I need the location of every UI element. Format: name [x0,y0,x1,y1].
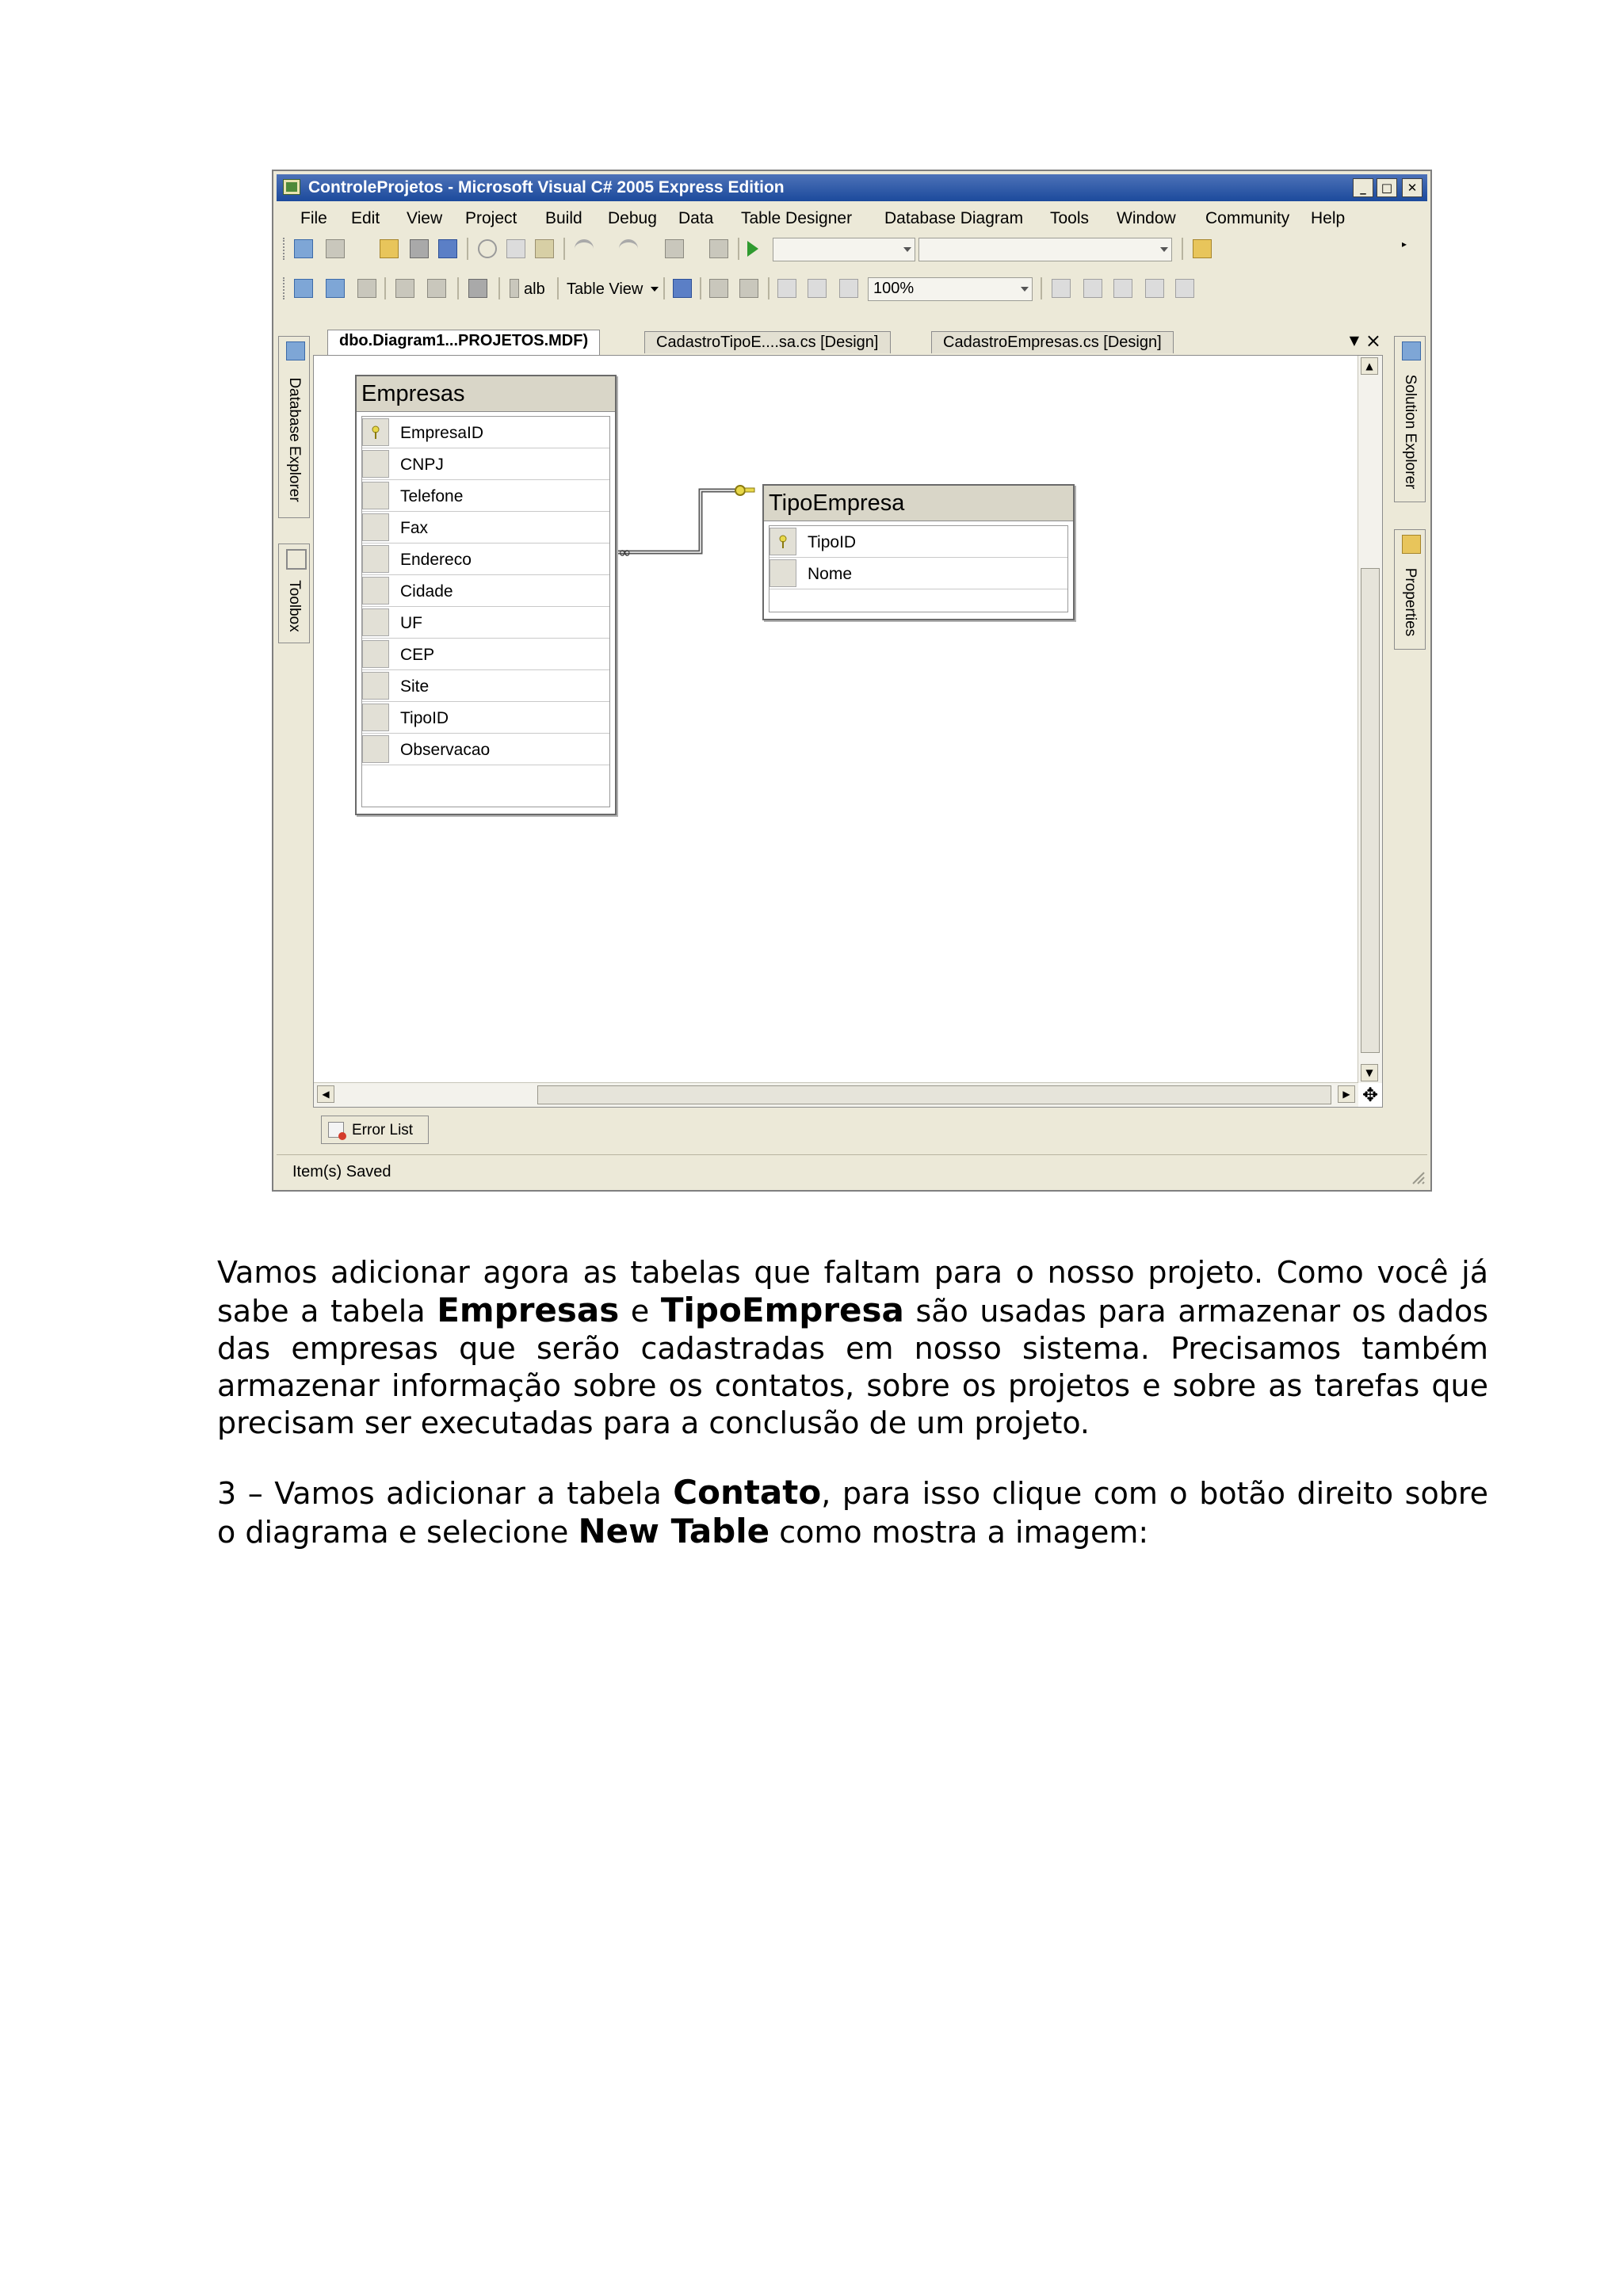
alb-label[interactable]: alb [524,280,545,298]
generate-script-icon[interactable] [468,279,487,298]
column-row[interactable]: Fax [362,512,609,543]
menu-database-diagram[interactable]: Database Diagram [884,209,1024,227]
menu-view[interactable]: View [407,209,443,227]
key-icon [371,425,380,440]
scroll-left-icon[interactable]: ◀ [317,1085,334,1103]
error-list-tab[interactable]: Error List [321,1116,429,1144]
tab-list-dropdown-icon[interactable]: ▼ [1349,333,1359,348]
close-button[interactable]: ✕ [1402,178,1423,197]
bold-tipoempresa: TipoEmpresa [660,1291,904,1329]
table-empresas[interactable] [355,375,617,815]
column-row[interactable]: TipoID [362,702,609,734]
column-row[interactable]: TipoID [769,526,1067,558]
column-row[interactable]: CNPJ [362,448,609,480]
column-row[interactable]: Site [362,670,609,702]
open-folder-icon[interactable] [380,239,399,258]
add-item-icon[interactable] [326,239,345,258]
bold-empresas: Empresas [437,1291,620,1329]
key-icon [778,535,788,549]
table-title: TipoEmpresa [764,486,1073,521]
table-tipoempresa[interactable] [762,484,1075,620]
column-row[interactable]: Endereco [362,543,609,575]
primary-key-icon[interactable] [510,279,519,298]
column-list [769,525,1068,612]
table-title: Empresas [357,376,615,412]
menu-table-designer[interactable]: Table Designer [741,209,853,227]
add-related-tables-icon[interactable] [357,279,376,298]
arrange-tables-icon[interactable] [839,279,858,298]
scroll-thumb[interactable] [537,1085,1331,1104]
save-icon[interactable] [410,239,429,258]
page-breaks-icon[interactable] [777,279,796,298]
save-all-icon[interactable] [438,239,457,258]
navigate-icon[interactable] [665,239,684,258]
show-relationship-labels-icon[interactable] [1052,279,1071,298]
menu-bar [278,204,1426,230]
solution-explorer-icon [1402,341,1421,360]
vertical-scrollbar[interactable] [1358,356,1382,1083]
scroll-right-icon[interactable]: ▶ [1338,1085,1355,1103]
new-project-icon[interactable] [294,239,313,258]
arrange-selection-icon[interactable] [808,279,827,298]
chevron-down-icon[interactable] [651,287,659,292]
menu-build[interactable]: Build [545,209,582,227]
table-view-dropdown[interactable]: Table View [567,280,643,298]
standard-toolbar [281,233,1423,263]
configuration-combo[interactable] [773,238,915,261]
column-row[interactable]: CEP [362,639,609,670]
toolbox-tab[interactable]: Toolbox [278,543,310,643]
autosize-tables-icon[interactable] [1113,279,1132,298]
menu-file[interactable]: File [300,209,327,227]
toolbar-grip[interactable] [283,277,288,299]
cut-icon[interactable] [478,239,497,258]
properties-icon [1402,535,1421,554]
maximize-button[interactable]: □ [1377,178,1397,197]
menu-tools[interactable]: Tools [1050,209,1090,227]
column-row[interactable]: Nome [769,558,1067,589]
horizontal-scrollbar[interactable] [314,1082,1358,1107]
solution-explorer-tab[interactable]: Solution Explorer [1394,336,1426,502]
tab-cadastro-tipo-empresa[interactable]: CadastroTipoE....sa.cs [Design] [644,331,891,353]
close-tab-icon[interactable]: × [1365,330,1381,352]
database-explorer-icon [286,341,305,360]
minimize-button[interactable]: _ [1353,178,1373,197]
resize-grip-icon[interactable] [1410,1169,1426,1185]
find-icon[interactable] [709,239,728,258]
column-list [361,416,610,807]
column-row[interactable]: Cidade [362,575,609,607]
undo-icon[interactable] [575,239,594,258]
toolbar-overflow-icon[interactable]: ▸ [1402,238,1407,250]
tab-cadastro-empresas[interactable]: CadastroEmpresas.cs [Design] [931,331,1174,353]
scroll-up-icon[interactable]: ▲ [1361,357,1378,375]
copy-diagram-icon[interactable] [1175,279,1194,298]
app-icon [283,179,300,195]
indexes-icon[interactable] [739,279,758,298]
error-list-icon [328,1122,344,1138]
toolbox-icon [286,549,307,570]
export-xml-icon[interactable] [1145,279,1164,298]
menu-project[interactable]: Project [465,209,517,227]
title-bar[interactable] [277,174,1427,201]
platform-combo[interactable] [918,238,1172,261]
menu-edit[interactable]: Edit [351,209,380,227]
menu-data[interactable]: Data [678,209,714,227]
scroll-thumb[interactable] [1361,568,1380,1053]
find-in-files-icon[interactable] [1193,239,1212,258]
window-title: ControleProjetos - Microsoft Visual C# 2005 Express Edition [308,178,785,196]
paragraph-intro: Vamos adicionar agora as tabelas que faltam para o nosso projeto. Como você já sabe a tabela Empresas e TipoEmpresa são usadas para armazenar os dados das empresas que serão cadastradas em nosso sistema. Precisamos também armazenar informação sobre os contatos, sobre os projetos e sobre as tarefas que precisam ser executadas para a conclusão de um projeto. [217,1255,1488,1440]
bold-new-table: New Table [578,1512,770,1550]
column-row[interactable]: Telefone [362,480,609,512]
paste-icon[interactable] [535,239,554,258]
remove-from-diagram-icon[interactable] [427,279,446,298]
status-text: Item(s) Saved [292,1163,391,1180]
database-explorer-tab[interactable]: Database Explorer [278,336,310,518]
bold-contato: Contato [673,1473,822,1512]
menu-debug[interactable]: Debug [608,209,657,227]
zoom-combo[interactable]: 100% [868,277,1033,301]
document-tabs [313,330,1388,353]
ide-window [272,170,1432,1192]
menu-help[interactable]: Help [1311,209,1346,227]
menu-community[interactable]: Community [1205,209,1290,227]
table-designer-toolbar [281,273,1423,303]
toolbar-grip[interactable] [283,238,288,260]
view-page-breaks-icon[interactable] [1083,279,1102,298]
svg-text:∞: ∞ [618,543,632,562]
add-table-icon[interactable] [326,279,345,298]
properties-tab[interactable]: Properties [1394,529,1426,650]
scroll-down-icon[interactable]: ▼ [1361,1064,1378,1081]
start-debug-icon[interactable] [747,241,758,257]
menu-window[interactable]: Window [1117,209,1176,227]
new-table-icon[interactable] [294,279,313,298]
redo-icon[interactable] [619,239,638,258]
text-annotation-icon[interactable] [673,279,692,298]
tab-diagram[interactable]: dbo.Diagram1...PROJETOS.MDF) [327,330,600,355]
move-icon[interactable]: ✥ [1361,1084,1379,1106]
paragraph-step-3: 3 – Vamos adicionar a tabela Contato, para isso clique com o botão direito sobre o diagrama e selecione New Table como mostra a imagem: [217,1473,1488,1550]
column-row[interactable]: Observacao [362,734,609,765]
column-row[interactable]: UF [362,607,609,639]
delete-table-icon[interactable] [395,279,414,298]
column-row[interactable]: EmpresaID [362,417,609,448]
relationships-icon[interactable] [709,279,728,298]
copy-icon[interactable] [506,239,525,258]
diagram-canvas[interactable] [313,355,1383,1108]
status-bar [277,1154,1427,1187]
